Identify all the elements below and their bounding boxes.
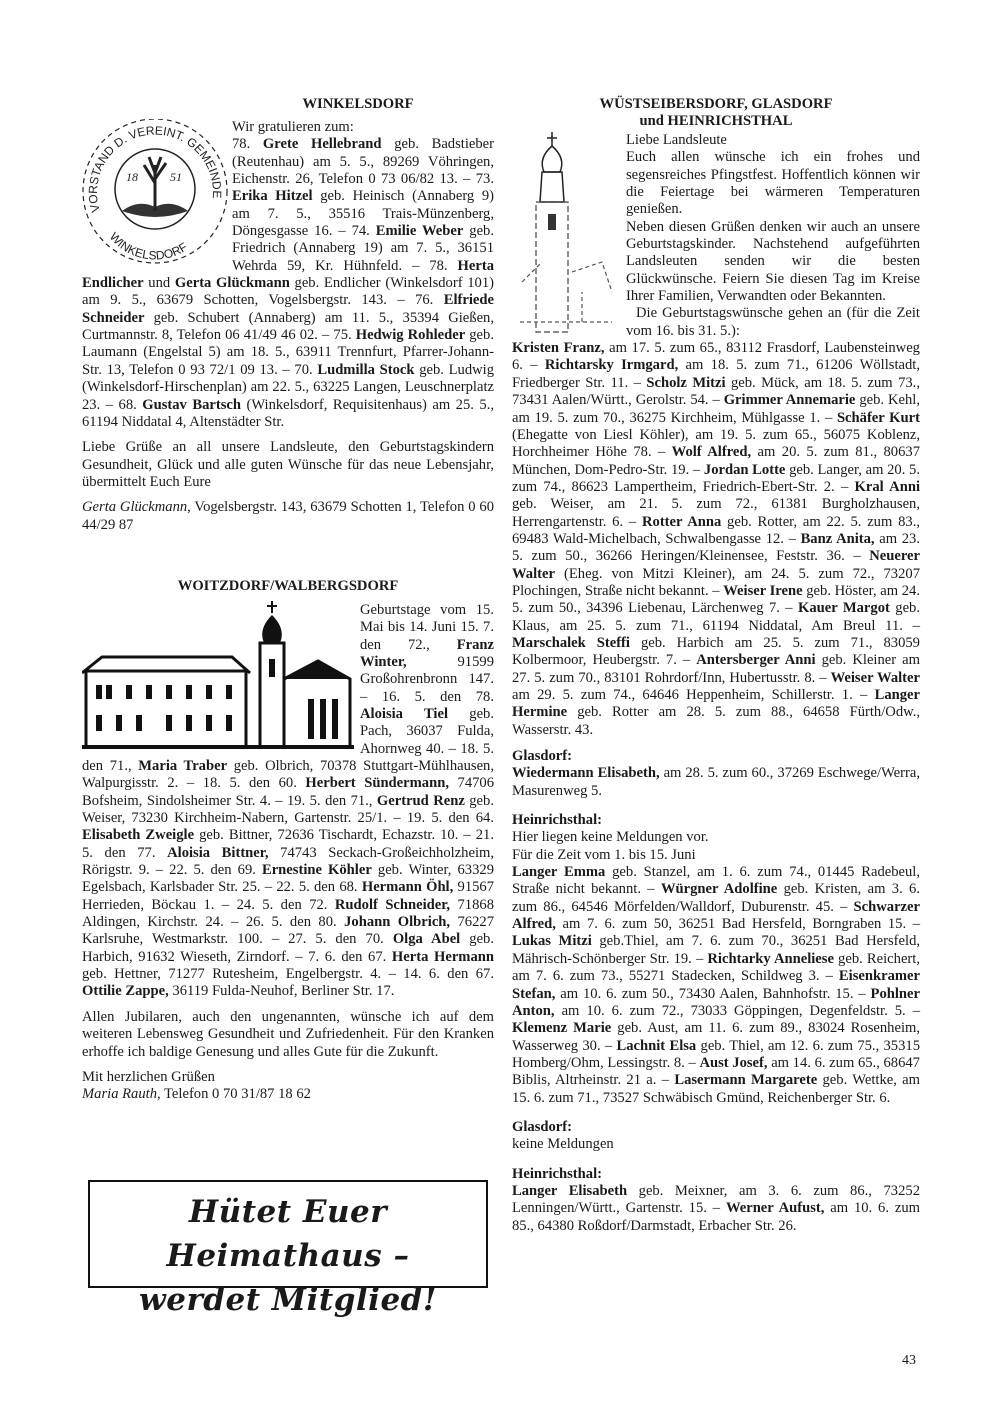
pentecost-greeting: Euch allen wünsche ich ein frohes und segensreiches Pfingstfest. Hoffentlich können wir die Feiertage bei wärmeren Temperaturen genießen. bbox=[626, 149, 920, 218]
birthday-period-1: Die Geburtstagswünsche gehen an (für die Zeit vom 16. bis 31. 5.): bbox=[626, 305, 920, 339]
person-name: Maria Traber bbox=[138, 758, 228, 774]
entry-text: geb. Rotter am 28. 5. zum 88., 64658 Fürth/Odw., Wasserstr. 43. bbox=[512, 704, 920, 738]
entry-text: am 7. 6. zum 50, 36251 Bad Hersfeld, Borngraben 15. – bbox=[555, 916, 920, 933]
entry-text: geb. Laumann (Engelstal 5) am 18. 5., 63911 Trennfurt, Pfarrer-Johann-Str. 13, Telefon 0 93 72/1 09 13. – 70. bbox=[82, 327, 494, 378]
entry-text: am 29. 5. zum 74., 64646 Heppenheim, Schillerstr. 1. – bbox=[512, 687, 875, 703]
person-name: Werner Aufust, bbox=[725, 1200, 825, 1217]
person-name: Schäfer Kurt bbox=[836, 409, 920, 426]
entry-text: geb. Friedrich (Annaberg 19) am 7. 5., 36151 Wehrda 59, Kr. Hühnfeld. – 78. bbox=[232, 223, 494, 274]
person-name: Hermann Öhl, bbox=[361, 879, 454, 896]
person-name: Emilie Weber bbox=[375, 223, 464, 240]
entry-text: geb. Pach, 36037 Fulda, Ahornweg 40. – 18. 5. den 71., bbox=[82, 705, 495, 774]
entry-text: am 10. 6. zum 85., 64380 Roßdorf/Darmstadt, Erbacher Str. 26. bbox=[512, 1200, 920, 1234]
person-name: Kauer Margot bbox=[798, 600, 890, 617]
person-name: Kral Anni bbox=[854, 478, 920, 495]
entry-text: 71868 Aldingen, Kirchstr. 24. – 26. 5. den 80. bbox=[82, 896, 494, 931]
svg-text:WINKELSDORF: WINKELSDORF bbox=[106, 229, 190, 263]
person-name: Schwarzer Alfred, bbox=[512, 898, 920, 933]
entry-text: am 17. 5. zum 65., 83112 Frasdorf, Laubensteinweg 6. – bbox=[512, 340, 920, 374]
entry-text: geb. Hettner, 71277 Rutesheim, Engelbergstr. 4. – 14. 6. den 67. bbox=[82, 966, 494, 983]
entry-text: geb. Winter, 63329 Egelsbach, Karlsbader Str. 25. – 22. 5. den 68. bbox=[82, 862, 494, 896]
entry-text: geb. Schubert (Annaberg) am 11. 5., 35394 Gießen, Curtmannstr. 8, Telefon 06 41/49 46 02. – 75. bbox=[82, 309, 494, 344]
person-name: Herta Hermann bbox=[391, 948, 494, 965]
entry-text: geb. Kleiner am 27. 5. zum 70., 83101 Rohrdorf/Inn, Hubertusstr. 8. – bbox=[512, 652, 920, 686]
svg-text:51: 51 bbox=[170, 170, 182, 184]
person-name: Langer Hermine bbox=[512, 687, 920, 721]
entry-text: geb. Wettke, am 15. 6. zum 71., 73527 Schwäbisch Gmünd, Reichenberger Str. 6. bbox=[512, 1072, 921, 1106]
heinrichsthal-birthday-list-2 bbox=[512, 1183, 920, 1235]
entry-text: geb. Kehl, am 19. 5. zum 70., 36275 Kirchheim, Mühlgasse 1. – bbox=[512, 392, 920, 426]
heading-line-2: und HEINRICHSTHAL bbox=[639, 113, 793, 129]
entry-text: geb. Aust, am 11. 6. zum 89., 83024 Rosenheim, Wasserweg 30. – bbox=[512, 1020, 920, 1054]
person-name: Olga Abel bbox=[392, 931, 461, 948]
person-name: Gerta Glückmann, bbox=[82, 499, 191, 516]
person-name: Franz Winter, bbox=[360, 636, 494, 670]
entry-text: geb. Ludwig (Winkelsdorf-Hirschenplan) am 22. 5., 63225 Langen, Leuschnerplatz 23. – 68. bbox=[82, 361, 495, 413]
person-name: Neuerer Walter bbox=[512, 548, 920, 582]
entry-text: geb. Reichert, am 7. 6. zum 73., 55271 Stadecken, Schildweg 3. – bbox=[512, 950, 920, 985]
heinrichsthal-heading-2: Heinrichsthal: bbox=[512, 1165, 602, 1182]
entry-text: Vogelsbergstr. 143, 63679 Schotten 1, Telefon 0 60 44/29 87 bbox=[82, 499, 494, 533]
entry-text: (Eheg. von Mitzi Kleiner), am 24. 5. zum 72., 73207 Plochingen, Straße nicht bekannt. – bbox=[512, 565, 920, 599]
salutation: Liebe Landsleute bbox=[626, 132, 727, 148]
person-name: Würgner Adolfine bbox=[660, 881, 778, 898]
entry-text: am 10. 6. zum 72., 73033 Göppingen, Degenfeldstr. 5. – bbox=[554, 1002, 920, 1019]
person-name: Grimmer Annemarie bbox=[723, 392, 856, 409]
entry-text: geb. Höster, am 24. 5. zum 50., 34396 Liebenau, Lärchenweg 7. – bbox=[512, 582, 920, 617]
entry-text: 36119 Fulda-Neuhof, Berliner Str. 17. bbox=[168, 983, 395, 1000]
entry-text: geb. Heinisch (Annaberg 9) am 7. 5., 35516 Trais-Münzenberg, Döngesgasse 16. – 74. bbox=[232, 188, 495, 240]
entry-text: Telefon 0 70 31/87 18 62 bbox=[160, 1086, 311, 1103]
banner-line-2: werdet Mitglied! bbox=[139, 1282, 437, 1318]
person-name: Aloisia Tiel bbox=[360, 705, 449, 722]
entry-text: am 14. 6. zum 65., 68647 Biblis, Altrheinstr. 21 a. – bbox=[512, 1054, 920, 1089]
entry-text: geb. Meixner, am 3. 6. zum 86., 73252 Lenningen/Württ., Gartenstr. 15. – bbox=[512, 1182, 920, 1217]
person-name: Aloisia Bittner, bbox=[167, 844, 269, 861]
entry-text: geb. Mück, am 18. 5. zum 73., 73431 Aalen/Württ., Gerolstr. 54. – bbox=[512, 374, 920, 409]
person-name: Rotter Anna bbox=[641, 513, 722, 530]
entry-text: geb. Harbich am 25. 5. zum 71., 83059 Kolbermoor, Heubergstr. 7. – bbox=[512, 634, 920, 669]
person-name: Hedwig Rohleder bbox=[355, 327, 466, 344]
entry-text: geb. Weiser, 73230 Kirchheim-Nabern, Gartenstr. 25/1. – 19. 5. den 64. bbox=[82, 792, 494, 827]
person-name: Ottilie Zappe, bbox=[82, 983, 169, 1000]
glasdorf-heading-1: Glasdorf: bbox=[512, 748, 572, 765]
person-name: Eisenkramer Stefan, bbox=[512, 968, 920, 1002]
person-name: Johann Olbrich, bbox=[344, 914, 451, 931]
person-name: Marschalek Steffi bbox=[512, 634, 630, 651]
june-birthday-list bbox=[512, 864, 920, 1107]
person-name: Erika Hitzel bbox=[232, 188, 313, 205]
left-column bbox=[82, 96, 494, 1104]
wuestseibersdorf-birthday-list bbox=[512, 340, 920, 739]
person-name: Wiedermann Elisabeth, bbox=[512, 765, 660, 782]
person-name: Lasermann Margarete bbox=[674, 1072, 818, 1089]
entry-text: geb. Weiser, am 21. 5. zum 72., 61381 Burgholzhausen, Herrengartenstr. 6. – bbox=[512, 496, 920, 530]
person-name: Elfriede Schneider bbox=[82, 292, 494, 326]
page-number: 43 bbox=[902, 1353, 916, 1368]
birthday-period-2: Für die Zeit vom 1. bis 15. Juni bbox=[512, 846, 696, 863]
person-name: Banz Anita, bbox=[800, 530, 875, 547]
woitzdorf-regards: Mit herzlichen Grüßen bbox=[82, 1068, 215, 1085]
heinrichsthal-note-1: Hier liegen keine Meldungen vor. bbox=[512, 829, 709, 846]
winkelsdorf-seal-image bbox=[82, 119, 228, 267]
entry-text: geb. Harbich, 91632 Wieseth, Zirndorf. – 7. 6. den 67. bbox=[82, 931, 494, 965]
entry-text: und bbox=[143, 275, 175, 292]
person-name: Aust Josef, bbox=[699, 1054, 768, 1071]
person-name: Langer Elisabeth bbox=[512, 1182, 628, 1199]
svg-text:18: 18 bbox=[126, 170, 138, 184]
entry-text: Geburtstage vom 15. Mai bis 14. Juni 15. 7. den 72., bbox=[360, 601, 494, 653]
person-name: Klemenz Marie bbox=[512, 1020, 612, 1037]
section-heading-woitzdorf: WOITZDORF/WALBERGSDORF bbox=[177, 577, 399, 594]
glasdorf-heading-2: Glasdorf: bbox=[512, 1118, 572, 1135]
glasdorf-note-2: keine Meldungen bbox=[512, 1136, 614, 1153]
entry-text: am 10. 6. zum 50., 73430 Aalen, Bahnhofstr. 15. – bbox=[555, 985, 871, 1002]
entry-text: (Ehegatte von Liesl Köhler), am 19. 5. zum 65., 56075 Koblenz, Horchheimer Höhe 78. – bbox=[512, 426, 920, 461]
entry-text: am 28. 5. zum 60., 37269 Eschwege/Werra, Masurenweg 5. bbox=[512, 765, 920, 799]
person-name: Jordan Lotte bbox=[703, 461, 786, 478]
person-name: Grete Hellebrand bbox=[262, 136, 382, 153]
woitzdorf-closing: Allen Jubilaren, auch den ungenannten, wünsche ich auf dem weiteren Lebensweg Gesundheit und Zufriedenheit. Für den Kranken erhoffe ich baldige Genesung und alles Gute für die Zukunft. bbox=[82, 1008, 494, 1060]
person-name: Gerta Glückmann bbox=[174, 275, 290, 292]
person-name: Scholz Mitzi bbox=[646, 374, 726, 391]
person-name: Gustav Bartsch bbox=[142, 396, 241, 413]
entry-text: geb. Olbrich, 70378 Stuttgart-Mühlhausen, Walpurgisstr. 2. – 18. 5. den 60. bbox=[82, 758, 494, 792]
church-tower-illustration bbox=[512, 132, 622, 340]
person-name: Gertrud Renz bbox=[376, 792, 465, 809]
entry-text: geb. Thiel, am 12. 6. zum 75., 35315 Homberg/Ohm, Lessingstr. 8. – bbox=[512, 1037, 920, 1071]
entry-text: geb. Bittner, 72636 Tischardt, Echazstr. 10. – 21. 5. den 77. bbox=[82, 827, 494, 861]
entry-text: (Winkelsdorf, Requisitenhaus) am 25. 5., 61194 Niddatal 4, Altenstädter Str. bbox=[82, 396, 494, 430]
person-name: Kristen Franz, bbox=[512, 340, 605, 357]
person-name: Antersberger Anni bbox=[696, 652, 816, 669]
person-name: Richtarky Anneliese bbox=[707, 950, 834, 967]
person-name: Ernestine Köhler bbox=[261, 862, 372, 879]
entry-text: 74743 Seckach-Großeichholzheim, Rörigstr. 9. – 22. 5. den 69. bbox=[82, 844, 495, 879]
winkelsdorf-intro: Wir gratulieren zum: bbox=[232, 119, 354, 135]
person-name: Herbert Sündermann, bbox=[305, 775, 449, 792]
person-name: Lachnit Elsa bbox=[616, 1037, 697, 1054]
entry-text: am 23. 5. zum 50., 36266 Heringen/Kleinensee, Feststr. 36. – bbox=[512, 530, 921, 565]
winkelsdorf-greeting: Liebe Grüße an all unsere Landsleute, den Geburtstagskindern Gesundheit, Glück und alle guten Wünsche für das neue Lebensjahr, übermittelt Euch Eure bbox=[82, 439, 494, 490]
person-name: Rudolf Schneider, bbox=[334, 896, 451, 913]
person-name: Ludmilla Stock bbox=[317, 361, 415, 378]
heading-line-1: WÜSTSEIBERSDORF, GLASDORF bbox=[599, 96, 833, 112]
entry-text: 91599 Großohrenbronn 147. – 16. 5. den 78. bbox=[360, 653, 494, 705]
person-name: Maria Rauth, bbox=[82, 1086, 161, 1103]
person-name: Lukas Mitzi bbox=[512, 933, 592, 950]
entry-text: geb.Thiel, am 7. 6. zum 70., 36251 Bad Hersfeld, Mährisch-Schönberger Str. 19. – bbox=[512, 933, 921, 967]
entry-text: geb. Endlicher (Winkelsdorf 101) am 9. 5., 63679 Schotten, Vogelsbergstr. 143. – 76. bbox=[82, 275, 495, 309]
entry-text: 76227 Karlsruhe, Westmarkstr. 100. – 27. 5. den 70. bbox=[82, 914, 494, 948]
person-name: Wolf Alfred, bbox=[671, 444, 752, 461]
person-name: Elisabeth Zweigle bbox=[82, 827, 195, 844]
person-name: Weiser Walter bbox=[830, 669, 920, 686]
person-name: Pohlner Anton, bbox=[512, 985, 920, 1019]
right-column bbox=[512, 96, 920, 1235]
svg-text:VORSTAND D. VEREINT. GEMEINDE: VORSTAND D. VEREINT. GEMEINDE bbox=[85, 123, 225, 214]
entry-text: geb. Klaus, am 25. 5. zum 71., 61194 Niddatal, Am Breul 11. – bbox=[512, 600, 921, 634]
woitzdorf-signature bbox=[82, 1086, 494, 1103]
person-name: Herta Endlicher bbox=[82, 257, 494, 292]
entry-text: geb. Stanzel, am 1. 6. zum 74., 01445 Radebeul, Straße nicht bekannt. – bbox=[512, 864, 920, 898]
person-name: Richtarsky Irmgard, bbox=[544, 357, 679, 374]
birthday-greeting: Neben diesen Grüßen denken wir auch an unsere Geburtstagskinder. Nachstehend aufgeführten Landsleuten senden wir die besten Glückwünsche. Feiern Sie diesen Tag im Kreise Ihrer Familien, Verwandten oder Bekannten. bbox=[626, 218, 920, 305]
section-heading-winkelsdorf: WINKELSDORF bbox=[302, 96, 414, 112]
person-name: Weiser Irene bbox=[723, 582, 803, 599]
winkelsdorf-signature bbox=[82, 499, 494, 534]
banner-line-1: Hütet Euer Heimathaus – bbox=[166, 1194, 410, 1274]
entry-text: geb. Rotter, am 22. 5. zum 83., 69483 Wald-Michelbach, Schwalbengasse 12. – bbox=[512, 513, 920, 547]
membership-banner bbox=[88, 1180, 488, 1318]
person-name: Langer Emma bbox=[512, 864, 606, 881]
entry-text: am 20. 5. zum 81., 80637 München, Dom-Pedro-Str. 19. – bbox=[512, 444, 920, 478]
entry-text: 91567 Herrieden, Böckau 1. – 24. 5. den 72. bbox=[82, 879, 495, 913]
entry-text: 74706 Bofsheim, Sindolsheimer Str. 4. – 19. 5. den 71., bbox=[82, 775, 495, 809]
entry-text: geb. Langer, am 20. 5. zum 74., 86623 Lampertheim, Friedrich-Ebert-Str. 2. – bbox=[512, 461, 920, 495]
entry-text: am 18. 5. zum 71., 61206 Wöllstadt, Friedberger Str. 11. – bbox=[512, 357, 921, 391]
entry-text: 78. bbox=[232, 136, 263, 153]
church-building-illustration bbox=[82, 599, 354, 749]
heinrichsthal-heading-1: Heinrichsthal: bbox=[512, 812, 602, 829]
entry-text: geb. Kristen, am 3. 6. zum 86., 64546 Mörfelden/Walldorf, Duburenstr. 45. – bbox=[512, 881, 920, 915]
glasdorf-birthday-list-1 bbox=[512, 765, 920, 800]
entry-text: geb. Badstieber (Reutenhau) am 5. 5., 89269 Vöhringen, Eichenstr. 26, Telefon 0 73 06/82 13. – 73. bbox=[232, 136, 494, 188]
section-heading-wuestseibersdorf bbox=[512, 96, 920, 130]
